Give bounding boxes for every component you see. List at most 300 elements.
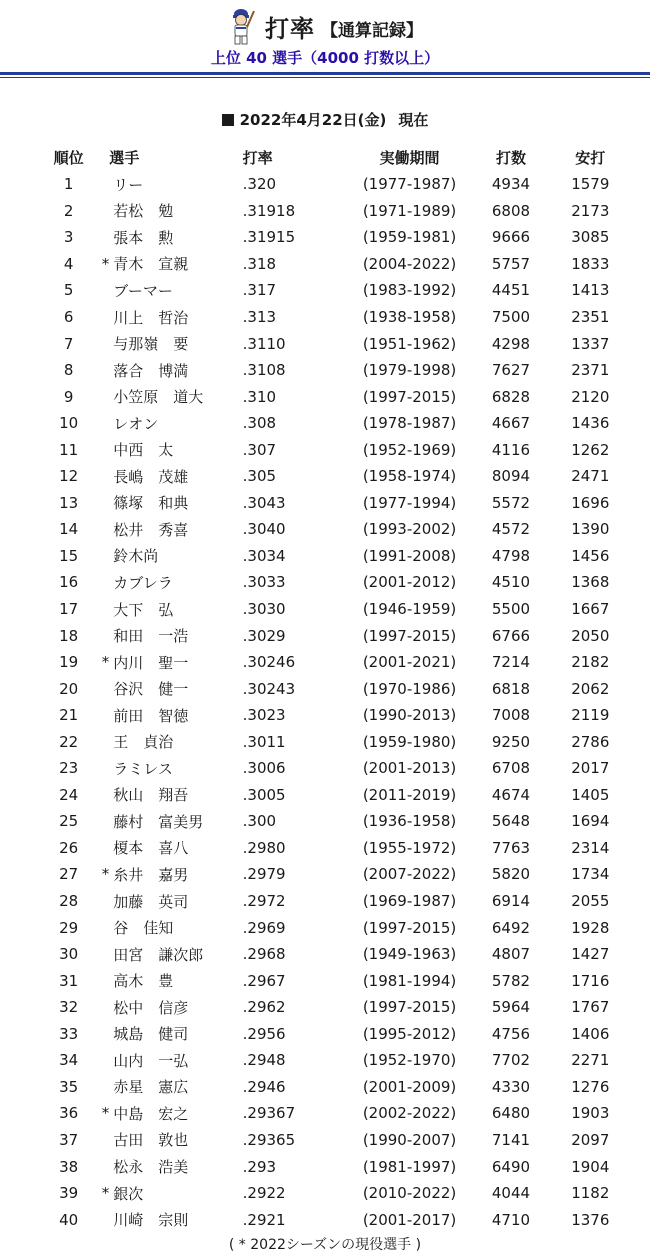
cell-player: ブーマー: [113, 281, 173, 300]
table-row: [40, 649, 630, 676]
cell-rank: 6: [63, 308, 74, 326]
cell-avg: .3040: [242, 520, 286, 539]
cell-at-bats: 4572: [491, 520, 531, 539]
table-row: [40, 490, 630, 517]
cell-period: (2011-2019): [362, 785, 457, 804]
cell-hits: 2173: [571, 201, 610, 220]
cell-avg: .31918: [242, 201, 296, 220]
cell-rank: 39: [59, 1184, 79, 1203]
cell-active-mark: [97, 596, 109, 623]
cell-period: (1955-1972): [362, 838, 457, 857]
cell-hits: 1406: [571, 1024, 610, 1043]
cell-avg: .30243: [242, 679, 296, 698]
cell-active-mark: *: [101, 254, 110, 273]
title-row: [0, 6, 650, 46]
cell-period: (1971-1989): [362, 201, 457, 220]
cell-hits: 1427: [571, 945, 610, 964]
cell-period: (2001-2009): [362, 1077, 457, 1096]
cell-hits: 1767: [571, 998, 610, 1017]
table-row: [40, 171, 630, 198]
cell-player: 落合 博満: [113, 361, 189, 380]
cell-avg: .29365: [242, 1130, 296, 1149]
column-header-mark: [97, 143, 109, 171]
cell-rank: 22: [59, 732, 79, 751]
column-header-hits: 安打: [575, 148, 606, 167]
cell-period: (2004-2022): [362, 254, 457, 273]
cell-rank: 10: [59, 414, 79, 433]
cell-hits: 2120: [571, 387, 610, 406]
cell-player: 中西 太: [113, 441, 174, 460]
cell-avg: .313: [242, 308, 277, 326]
cell-player: 秋山 翔吾: [113, 786, 189, 805]
table-body: [40, 171, 630, 1233]
cell-period: (2001-2012): [362, 573, 457, 592]
cell-at-bats: 4934: [491, 175, 531, 194]
cell-at-bats: 4298: [491, 334, 531, 353]
cell-rank: 16: [59, 573, 79, 592]
cell-period: (1997-2015): [362, 918, 457, 937]
cell-period: (1969-1987): [362, 892, 457, 911]
table-row: [40, 277, 630, 304]
cell-rank: 31: [59, 971, 79, 990]
cell-player: 松永 浩美: [113, 1158, 189, 1176]
cell-avg: .3108: [242, 361, 286, 380]
header-divider-thin: [0, 77, 650, 78]
cell-at-bats: 6818: [491, 679, 531, 698]
cell-player: 川崎 宗則: [113, 1211, 189, 1230]
cell-hits: 1337: [571, 334, 610, 353]
cell-period: (1990-2007): [362, 1130, 457, 1149]
cell-period: (1946-1959): [362, 600, 457, 619]
cell-avg: .2969: [242, 918, 286, 937]
cell-hits: 1833: [571, 254, 610, 273]
cell-avg: .293: [242, 1157, 277, 1176]
cell-rank: 23: [59, 759, 79, 778]
cell-player: 鈴木尚: [113, 547, 159, 566]
cell-player: 城島 健司: [113, 1025, 189, 1044]
cell-hits: 2062: [571, 679, 610, 698]
cell-active-mark: [97, 675, 109, 702]
square-bullet-icon: [222, 114, 234, 126]
cell-hits: 2786: [571, 732, 610, 751]
cell-active-mark: [97, 808, 109, 835]
cell-hits: 1390: [571, 520, 610, 539]
cell-hits: 2314: [571, 838, 610, 857]
cell-active-mark: *: [101, 653, 110, 672]
cell-hits: 1928: [571, 918, 610, 937]
column-header-avg: 打率: [242, 148, 273, 167]
cell-active-mark: [97, 277, 109, 304]
cell-player: 前田 智徳: [113, 706, 189, 725]
cell-at-bats: 6808: [491, 201, 531, 220]
cell-rank: 5: [63, 281, 74, 300]
cell-hits: 2017: [571, 759, 610, 778]
cell-player: 高木 豊: [113, 972, 174, 991]
cell-hits: 1903: [571, 1104, 610, 1123]
cell-hits: 1456: [571, 546, 610, 565]
cell-active-mark: [97, 914, 109, 941]
cell-active-mark: [97, 994, 109, 1021]
cell-avg: .2948: [242, 1051, 286, 1070]
cell-hits: 1734: [571, 865, 610, 884]
table-row: [40, 861, 630, 888]
cell-player: 松井 秀喜: [113, 520, 189, 539]
cell-period: (1959-1981): [362, 228, 457, 247]
cell-player: 若松 勉: [113, 202, 174, 221]
cell-avg: .3033: [242, 573, 286, 592]
cell-active-mark: *: [101, 1184, 110, 1203]
table-row: [40, 224, 630, 251]
cell-active-mark: [97, 1021, 109, 1048]
cell-player: 篠塚 和典: [113, 494, 189, 513]
cell-at-bats: 4798: [491, 546, 531, 565]
table-row: [40, 941, 630, 968]
cell-active-mark: [97, 1074, 109, 1101]
cell-rank: 7: [63, 334, 74, 353]
cell-rank: 21: [59, 706, 79, 725]
cell-avg: .31915: [242, 228, 296, 247]
cell-rank: 24: [59, 785, 79, 804]
cell-avg: .3110: [242, 334, 286, 353]
table-row: [40, 808, 630, 835]
cell-avg: .2956: [242, 1024, 286, 1043]
cell-hits: 1405: [571, 785, 610, 804]
page-subtitle: 上位 40 選手（4000 打数以上）: [210, 49, 440, 67]
cell-active-mark: [97, 304, 109, 331]
cell-at-bats: 4674: [491, 785, 531, 804]
column-header-rank: 順位: [53, 148, 84, 167]
page-title: 打率: [265, 14, 315, 43]
cell-active-mark: [97, 357, 109, 384]
cell-avg: .2972: [242, 892, 286, 911]
cell-hits: 1368: [571, 573, 610, 592]
cell-player: 松中 信彦: [113, 998, 189, 1017]
table-row: [40, 1206, 630, 1233]
cell-period: (1981-1994): [362, 971, 457, 990]
cell-active-mark: [97, 436, 109, 463]
cell-hits: 1579: [571, 175, 610, 194]
cell-hits: 1716: [571, 971, 610, 990]
cell-at-bats: 9250: [491, 732, 531, 751]
cell-active-mark: [97, 702, 109, 729]
cell-avg: .29367: [242, 1104, 296, 1123]
table-row: [40, 383, 630, 410]
cell-at-bats: 5648: [491, 812, 531, 831]
cell-rank: 1: [63, 175, 74, 194]
cell-player: 中島 宏之: [113, 1104, 189, 1123]
table-row: [40, 994, 630, 1021]
cell-hits: 2119: [571, 706, 610, 725]
cell-period: (1952-1970): [362, 1051, 457, 1070]
cell-avg: .308: [242, 414, 277, 433]
cell-player: 川上 哲治: [113, 308, 189, 327]
table-row: [40, 967, 630, 994]
cell-rank: 34: [59, 1051, 79, 1070]
batting-average-table: [40, 143, 630, 1233]
cell-at-bats: 8094: [491, 467, 531, 486]
cell-avg: .2921: [242, 1210, 286, 1229]
as-of-suffix: 現在: [398, 111, 429, 129]
table-row: [40, 728, 630, 755]
table-row: [40, 622, 630, 649]
cell-at-bats: 6492: [491, 918, 531, 937]
table-row: [40, 410, 630, 437]
cell-hits: 1436: [571, 414, 610, 433]
cell-at-bats: 4116: [491, 440, 531, 459]
table-row: [40, 543, 630, 570]
cell-rank: 9: [63, 387, 74, 406]
cell-at-bats: 4044: [491, 1184, 531, 1203]
cell-avg: .2962: [242, 998, 286, 1017]
cell-at-bats: 6708: [491, 759, 531, 778]
cell-hits: 3085: [571, 228, 610, 247]
cell-period: (1997-2015): [362, 998, 457, 1017]
cell-rank: 13: [59, 493, 79, 512]
cell-active-mark: [97, 1206, 109, 1233]
cell-at-bats: 4807: [491, 945, 531, 964]
cell-hits: 2271: [571, 1051, 610, 1070]
table-row: [40, 1153, 630, 1180]
column-header-period: 実働期間: [379, 148, 440, 167]
cell-rank: 14: [59, 520, 79, 539]
cell-player: 王 貞治: [113, 733, 174, 752]
cell-active-mark: [97, 383, 109, 410]
cell-hits: 1376: [571, 1210, 610, 1229]
column-header-at-bats: 打数: [495, 148, 526, 167]
cell-period: (1977-1987): [362, 175, 457, 194]
table-row: [40, 1047, 630, 1074]
cell-hits: 2050: [571, 626, 610, 645]
cell-hits: 1667: [571, 600, 610, 619]
cell-rank: 37: [59, 1130, 79, 1149]
cell-rank: 33: [59, 1024, 79, 1043]
cell-player: 谷 佳知: [113, 919, 174, 938]
as-of-date: [0, 109, 650, 130]
cell-active-mark: [97, 782, 109, 809]
cell-player: 長嶋 茂雄: [113, 467, 189, 486]
cell-at-bats: 6828: [491, 387, 531, 406]
table-row: [40, 1180, 630, 1207]
cell-at-bats: 9666: [491, 228, 531, 247]
cell-period: (1981-1997): [362, 1157, 457, 1176]
cell-player: 古田 敦也: [113, 1131, 189, 1150]
cell-player: 銀次: [113, 1184, 144, 1203]
cell-avg: .2979: [242, 865, 286, 884]
cell-hits: 1182: [571, 1184, 610, 1203]
cell-rank: 35: [59, 1077, 79, 1096]
cell-avg: .310: [242, 387, 277, 406]
cell-avg: .307: [242, 440, 277, 459]
cell-avg: .2922: [242, 1184, 286, 1203]
cell-rank: 18: [59, 626, 79, 645]
cell-rank: 12: [59, 467, 79, 486]
table-row: [40, 888, 630, 915]
cell-active-mark: [97, 463, 109, 490]
column-header-player: 選手: [109, 148, 140, 167]
table-row: [40, 304, 630, 331]
table-row: [40, 516, 630, 543]
cell-player: 張本 勲: [113, 228, 174, 247]
cell-player: 榎本 喜八: [113, 839, 189, 858]
cell-at-bats: 7627: [491, 361, 531, 380]
cell-avg: .3034: [242, 546, 286, 565]
cell-active-mark: [97, 835, 109, 862]
cell-avg: .318: [242, 254, 277, 273]
as-of-date-text: 2022年4月22日(金): [239, 111, 387, 129]
cell-player: 加藤 英司: [113, 892, 189, 911]
cell-at-bats: 7500: [491, 308, 531, 326]
cell-active-mark: [97, 888, 109, 915]
cell-avg: .2967: [242, 971, 286, 990]
footnote: ( * 2022シーズンの現役選手 ): [228, 1237, 422, 1253]
cell-active-mark: *: [101, 1104, 110, 1123]
cell-avg: .3006: [242, 759, 286, 778]
cell-rank: 38: [59, 1157, 79, 1176]
cell-at-bats: 4756: [491, 1024, 531, 1043]
cell-rank: 2: [63, 201, 74, 220]
cell-period: (1949-1963): [362, 945, 457, 964]
cell-at-bats: 7702: [491, 1051, 531, 1070]
table-row: [40, 782, 630, 809]
cell-player: ラミレス: [113, 759, 173, 778]
cell-at-bats: 4667: [491, 414, 531, 433]
cell-active-mark: [97, 1153, 109, 1180]
cell-avg: .320: [242, 175, 277, 194]
cell-hits: 2371: [571, 361, 610, 380]
cell-at-bats: 7008: [491, 706, 531, 725]
cell-period: (1958-1974): [362, 467, 457, 486]
cell-player: レオン: [113, 414, 159, 433]
cell-at-bats: 5964: [491, 998, 531, 1017]
cell-active-mark: [97, 967, 109, 994]
cell-rank: 25: [59, 812, 79, 831]
cell-avg: .2968: [242, 945, 286, 964]
table-row: [40, 675, 630, 702]
baseball-player-icon: [227, 7, 255, 45]
cell-at-bats: 5820: [491, 865, 531, 884]
cell-at-bats: 5757: [491, 254, 531, 273]
cell-active-mark: [97, 171, 109, 198]
header-divider: [0, 72, 650, 75]
cell-period: (2010-2022): [362, 1184, 457, 1203]
table-row: [40, 198, 630, 225]
cell-rank: 40: [59, 1210, 79, 1229]
cell-player: 和田 一浩: [113, 627, 189, 646]
cell-avg: .2980: [242, 838, 286, 857]
cell-active-mark: [97, 410, 109, 437]
cell-period: (1936-1958): [362, 812, 457, 831]
cell-period: (1995-2012): [362, 1024, 457, 1043]
cell-rank: 4: [63, 254, 74, 273]
cell-rank: 19: [59, 653, 79, 672]
cell-hits: 2055: [571, 892, 610, 911]
cell-player: 田宮 謙次郎: [113, 945, 204, 964]
cell-player: カブレラ: [113, 573, 173, 592]
cell-hits: 1904: [571, 1157, 610, 1176]
table-row: [40, 914, 630, 941]
cell-period: (1959-1980): [362, 732, 457, 751]
cell-hits: 2471: [571, 467, 610, 486]
cell-active-mark: [97, 543, 109, 570]
cell-period: (2001-2021): [362, 653, 457, 672]
table-row: [40, 357, 630, 384]
cell-player: 糸井 嘉男: [113, 865, 189, 884]
cell-rank: 11: [59, 440, 79, 459]
cell-at-bats: 7763: [491, 838, 531, 857]
cell-rank: 27: [59, 865, 79, 884]
cell-active-mark: [97, 330, 109, 357]
cell-rank: 29: [59, 918, 79, 937]
cell-at-bats: 4710: [491, 1210, 531, 1229]
cell-at-bats: 5500: [491, 600, 531, 619]
cell-rank: 15: [59, 546, 79, 565]
cell-rank: 36: [59, 1104, 79, 1123]
cell-rank: 20: [59, 679, 79, 698]
cell-at-bats: 7141: [491, 1130, 531, 1149]
cell-player: リー: [113, 175, 144, 194]
cell-active-mark: [97, 728, 109, 755]
cell-period: (2001-2017): [362, 1210, 457, 1229]
cell-hits: 1696: [571, 493, 610, 512]
table-row: [40, 251, 630, 278]
cell-active-mark: [97, 941, 109, 968]
table-row: [40, 835, 630, 862]
cell-at-bats: 6480: [491, 1104, 531, 1123]
cell-active-mark: *: [101, 865, 110, 884]
table-row: [40, 569, 630, 596]
cell-period: (2002-2022): [362, 1104, 457, 1123]
table-row: [40, 1074, 630, 1101]
cell-avg: .3043: [242, 493, 286, 512]
cell-player: 赤星 憲広: [113, 1078, 189, 1097]
cell-player: 内川 聖一: [113, 653, 189, 672]
cell-period: (1938-1958): [362, 308, 457, 326]
table-row: [40, 755, 630, 782]
cell-period: (1951-1962): [362, 334, 457, 353]
cell-hits: 2351: [571, 308, 610, 326]
cell-player: 青木 宣親: [113, 255, 189, 274]
cell-avg: .3023: [242, 706, 286, 725]
cell-period: (2007-2022): [362, 865, 457, 884]
cell-rank: 17: [59, 600, 79, 619]
cell-avg: .3011: [242, 732, 286, 751]
cell-at-bats: 6766: [491, 626, 531, 645]
cell-period: (1997-2015): [362, 626, 457, 645]
cell-at-bats: 5782: [491, 971, 531, 990]
table-row: [40, 436, 630, 463]
cell-active-mark: [97, 224, 109, 251]
cell-active-mark: [97, 516, 109, 543]
cell-rank: 32: [59, 998, 79, 1017]
cell-at-bats: 4510: [491, 573, 531, 592]
cell-active-mark: [97, 1127, 109, 1154]
cell-active-mark: [97, 1047, 109, 1074]
cell-active-mark: [97, 490, 109, 517]
cell-avg: .2946: [242, 1077, 286, 1096]
table-row: [40, 596, 630, 623]
cell-at-bats: 5572: [491, 493, 531, 512]
cell-avg: .305: [242, 467, 277, 486]
table-row: [40, 330, 630, 357]
cell-player: 藤村 富美男: [113, 812, 204, 831]
cell-player: 山内 一弘: [113, 1051, 189, 1070]
cell-rank: 30: [59, 945, 79, 964]
cell-avg: .317: [242, 281, 277, 300]
cell-hits: 1262: [571, 440, 610, 459]
cell-period: (1983-1992): [362, 281, 457, 300]
cell-period: (1952-1969): [362, 440, 457, 459]
cell-at-bats: 4330: [491, 1077, 531, 1096]
